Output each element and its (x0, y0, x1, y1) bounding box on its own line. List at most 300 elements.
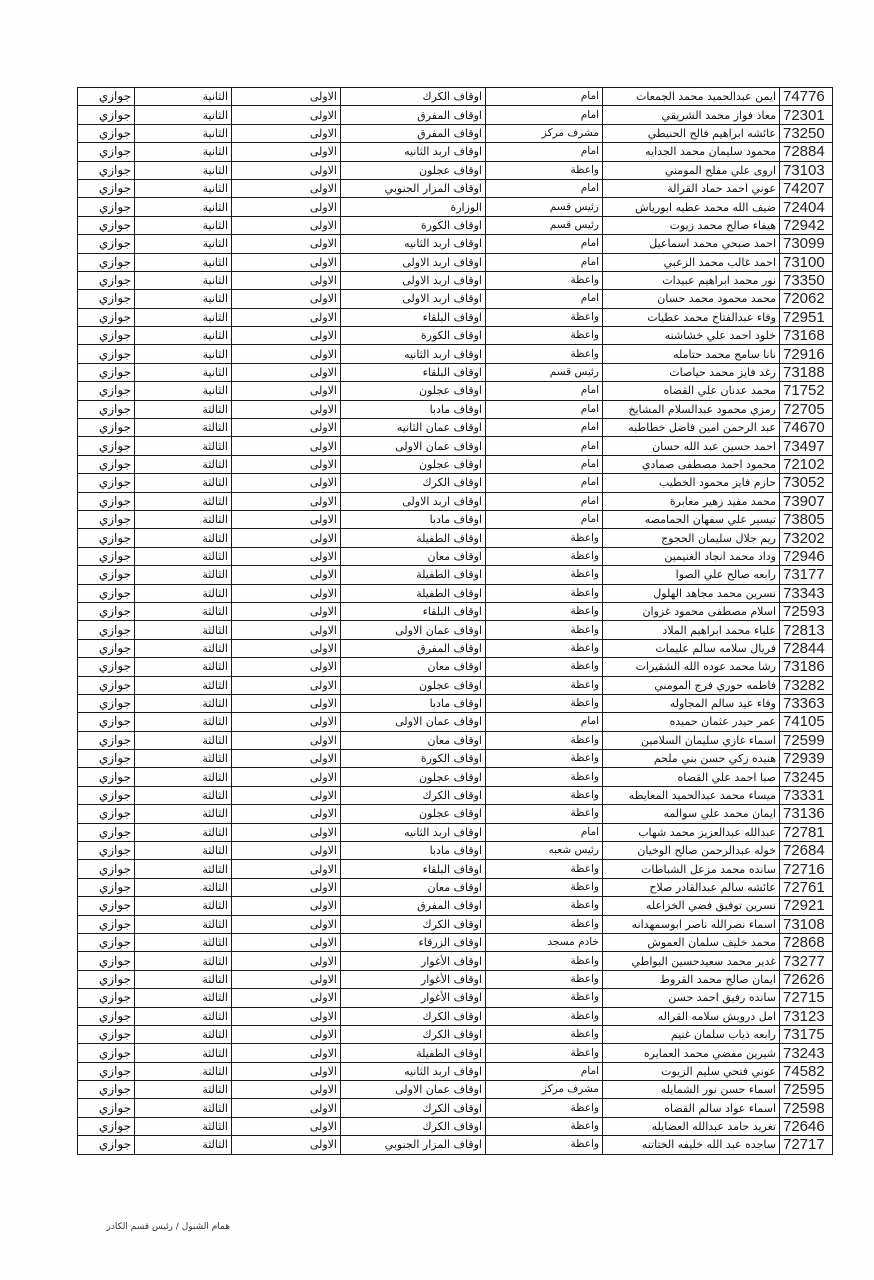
job-title-cell: امام (486, 455, 603, 473)
level-cell: الاولى (232, 1044, 341, 1062)
employee-name-cell: اسماء نصرالله ناصر ابوسمهدانه (603, 915, 780, 933)
employee-id-cell: 74776 (780, 88, 833, 106)
travel-document-cell: جوازي (78, 878, 135, 896)
table-row (78, 933, 833, 951)
employee-id-cell: 73108 (780, 915, 833, 933)
table-row (78, 161, 833, 179)
directorate-cell: اوقاف الكرك (341, 474, 486, 492)
category-cell: الثالثة (135, 455, 232, 473)
table-row (78, 658, 833, 676)
level-cell: الاولى (232, 842, 341, 860)
table-row (78, 878, 833, 896)
directorate-cell: اوقاف البلقاء (341, 602, 486, 620)
table-row (78, 970, 833, 988)
employee-id-cell: 72884 (780, 143, 833, 161)
travel-document-cell: جوازي (78, 143, 135, 161)
travel-document-cell: جوازي (78, 584, 135, 602)
directorate-cell: اوقاف عجلون (341, 455, 486, 473)
table-row (78, 253, 833, 271)
directorate-cell: اوقاف مادبا (341, 694, 486, 712)
employee-name-cell: نسرين محمد مجاهد الهلول (603, 584, 780, 602)
employee-name-cell: امل درويش سلامه القراله (603, 1007, 780, 1025)
table-row (78, 88, 833, 106)
job-title-cell: واعظة (486, 566, 603, 584)
table-row (78, 1007, 833, 1025)
employee-name-cell: سانده محمد مزعل الشباطات (603, 860, 780, 878)
employee-name-cell: محمود سليمان محمد الجدايه (603, 143, 780, 161)
table-row (78, 860, 833, 878)
category-cell: الثانية (135, 253, 232, 271)
employee-name-cell: احمد حسين عبد الله حسان (603, 437, 780, 455)
job-title-cell: امام (486, 400, 603, 418)
employee-name-cell: رشا محمد عوده الله الشقيرات (603, 658, 780, 676)
job-title-cell: امام (486, 437, 603, 455)
employee-name-cell: ايمن عبدالحميد محمد الجمعات (603, 88, 780, 106)
employee-id-cell: 72951 (780, 308, 833, 326)
job-title-cell: واعظة (486, 327, 603, 345)
travel-document-cell: جوازي (78, 1099, 135, 1117)
category-cell: الثانية (135, 106, 232, 124)
directorate-cell: اوقاف الطفيلة (341, 1044, 486, 1062)
level-cell: الاولى (232, 1007, 341, 1025)
level-cell: الاولى (232, 768, 341, 786)
employee-id-cell: 72946 (780, 547, 833, 565)
employee-id-cell: 73052 (780, 474, 833, 492)
table-row (78, 400, 833, 418)
table-row (78, 437, 833, 455)
category-cell: الثالثة (135, 602, 232, 620)
table-row (78, 1099, 833, 1117)
employee-id-cell: 72595 (780, 1081, 833, 1099)
category-cell: الثالثة (135, 547, 232, 565)
level-cell: الاولى (232, 933, 341, 951)
job-title-cell: واعظة (486, 1007, 603, 1025)
job-title-cell: امام (486, 106, 603, 124)
travel-document-cell: جوازي (78, 382, 135, 400)
job-title-cell: امام (486, 253, 603, 271)
level-cell: الاولى (232, 124, 341, 142)
level-cell: الاولى (232, 106, 341, 124)
job-title-cell: واعظة (486, 915, 603, 933)
job-title-cell: واعظة (486, 952, 603, 970)
directorate-cell: اوقاف مادبا (341, 842, 486, 860)
travel-document-cell: جوازي (78, 1025, 135, 1043)
table-row (78, 713, 833, 731)
table-row (78, 198, 833, 216)
employee-id-cell: 73907 (780, 492, 833, 510)
employee-id-cell: 72705 (780, 400, 833, 418)
table-row (78, 474, 833, 492)
travel-document-cell: جوازي (78, 1044, 135, 1062)
directorate-cell: اوقاف المفرق (341, 124, 486, 142)
category-cell: الثانية (135, 345, 232, 363)
directorate-cell: اوقاف الكرك (341, 1117, 486, 1135)
level-cell: الاولى (232, 198, 341, 216)
employee-id-cell: 73250 (780, 124, 833, 142)
job-title-cell: واعظة (486, 805, 603, 823)
category-cell: الثالثة (135, 510, 232, 528)
job-title-cell: امام (486, 179, 603, 197)
travel-document-cell: جوازي (78, 400, 135, 418)
level-cell: الاولى (232, 437, 341, 455)
level-cell: الاولى (232, 970, 341, 988)
category-cell: الثالثة (135, 970, 232, 988)
employee-name-cell: معاذ فواز محمد الشريقي (603, 106, 780, 124)
job-title-cell: امام (486, 492, 603, 510)
level-cell: الاولى (232, 1025, 341, 1043)
level-cell: الاولى (232, 161, 341, 179)
job-title-cell: واعظة (486, 989, 603, 1007)
employee-id-cell: 72868 (780, 933, 833, 951)
table-row (78, 823, 833, 841)
job-title-cell: امام (486, 713, 603, 731)
directorate-cell: الوزارة (341, 198, 486, 216)
employee-name-cell: شيرين مفضي محمد العمايره (603, 1044, 780, 1062)
category-cell: الثالثة (135, 897, 232, 915)
level-cell: الاولى (232, 639, 341, 657)
directorate-cell: اوقاف الكورة (341, 327, 486, 345)
level-cell: الاولى (232, 915, 341, 933)
employee-id-cell: 72717 (780, 1136, 833, 1154)
employee-id-cell: 73099 (780, 235, 833, 253)
category-cell: الثالثة (135, 805, 232, 823)
employee-name-cell: ريم جلال سليمان الحجوج (603, 529, 780, 547)
employee-id-cell: 72062 (780, 290, 833, 308)
table-row (78, 768, 833, 786)
employee-id-cell: 71752 (780, 382, 833, 400)
table-row (78, 584, 833, 602)
travel-document-cell: جوازي (78, 694, 135, 712)
directorate-cell: اوقاف مادبا (341, 510, 486, 528)
job-title-cell: واعظة (486, 271, 603, 289)
travel-document-cell: جوازي (78, 363, 135, 381)
directorate-cell: اوقاف مادبا (341, 400, 486, 418)
travel-document-cell: جوازي (78, 731, 135, 749)
level-cell: الاولى (232, 823, 341, 841)
table-row (78, 1117, 833, 1135)
level-cell: الاولى (232, 805, 341, 823)
job-title-cell: واعظة (486, 1136, 603, 1154)
level-cell: الاولى (232, 786, 341, 804)
employee-id-cell: 72646 (780, 1117, 833, 1135)
job-title-cell: رئيس قسم (486, 363, 603, 381)
category-cell: الثالثة (135, 1062, 232, 1080)
level-cell: الاولى (232, 88, 341, 106)
job-title-cell: واعظة (486, 1044, 603, 1062)
job-title-cell: خادم مسجد (486, 933, 603, 951)
table-row (78, 106, 833, 124)
travel-document-cell: جوازي (78, 1007, 135, 1025)
category-cell: الثالثة (135, 952, 232, 970)
employee-name-cell: عبد الرحمن امين فاضل خطاطبه (603, 419, 780, 437)
employee-name-cell: فريال سلامه سالم عليمات (603, 639, 780, 657)
employee-name-cell: ضيف الله محمد عطيه ابورياش (603, 198, 780, 216)
employee-id-cell: 73245 (780, 768, 833, 786)
job-title-cell: امام (486, 474, 603, 492)
table-row (78, 786, 833, 804)
employee-name-cell: عبدالله عبدالعزيز محمد شهاب (603, 823, 780, 841)
employee-name-cell: محمد مفيد زهير معابرة (603, 492, 780, 510)
table-row (78, 952, 833, 970)
level-cell: الاولى (232, 271, 341, 289)
table-row (78, 510, 833, 528)
table-row (78, 143, 833, 161)
level-cell: الاولى (232, 547, 341, 565)
level-cell: الاولى (232, 529, 341, 547)
directorate-cell: اوقاف اربد الثانيه (341, 143, 486, 161)
employee-id-cell: 72102 (780, 455, 833, 473)
level-cell: الاولى (232, 1062, 341, 1080)
travel-document-cell: جوازي (78, 639, 135, 657)
table-row (78, 492, 833, 510)
table-row (78, 694, 833, 712)
directorate-cell: اوقاف معان (341, 731, 486, 749)
travel-document-cell: جوازي (78, 750, 135, 768)
travel-document-cell: جوازي (78, 897, 135, 915)
table-row (78, 1044, 833, 1062)
job-title-cell: امام (486, 235, 603, 253)
table-row (78, 382, 833, 400)
table-body (78, 88, 833, 1155)
employee-name-cell: وداد محمد انجاد الغنيمين (603, 547, 780, 565)
directorate-cell: اوقاف المفرق (341, 106, 486, 124)
level-cell: الاولى (232, 327, 341, 345)
employee-name-cell: عائشه ابراهيم فالح الحنيطي (603, 124, 780, 142)
employee-id-cell: 73136 (780, 805, 833, 823)
category-cell: الثالثة (135, 860, 232, 878)
directorate-cell: اوقاف عجلون (341, 382, 486, 400)
travel-document-cell: جوازي (78, 161, 135, 179)
employee-name-cell: علياء محمد ابراهيم الملاد (603, 621, 780, 639)
table-row (78, 602, 833, 620)
employee-id-cell: 72921 (780, 897, 833, 915)
level-cell: الاولى (232, 676, 341, 694)
table-row (78, 842, 833, 860)
travel-document-cell: جوازي (78, 860, 135, 878)
category-cell: الثالثة (135, 621, 232, 639)
employee-id-cell: 72781 (780, 823, 833, 841)
level-cell: الاولى (232, 750, 341, 768)
table-row (78, 1025, 833, 1043)
footer-signature: همام الشبول / رئيس قسم الكادر (106, 1222, 230, 1232)
level-cell: الاولى (232, 584, 341, 602)
job-title-cell: واعظة (486, 676, 603, 694)
directorate-cell: اوقاف معان (341, 878, 486, 896)
level-cell: الاولى (232, 989, 341, 1007)
directorate-cell: اوقاف عجلون (341, 161, 486, 179)
job-title-cell: رئيس قسم (486, 216, 603, 234)
employee-name-cell: رابعه ذياب سلمان غنيم (603, 1025, 780, 1043)
category-cell: الثالثة (135, 731, 232, 749)
job-title-cell: واعظة (486, 529, 603, 547)
category-cell: الثالثة (135, 1081, 232, 1099)
employee-name-cell: وفاء عيد سالم المجاوله (603, 694, 780, 712)
category-cell: الثالثة (135, 658, 232, 676)
directorate-cell: اوقاف اربد الاولى (341, 271, 486, 289)
level-cell: الاولى (232, 216, 341, 234)
job-title-cell: امام (486, 290, 603, 308)
employee-name-cell: نانا سامح محمد حتامله (603, 345, 780, 363)
employee-id-cell: 72844 (780, 639, 833, 657)
level-cell: الاولى (232, 400, 341, 418)
category-cell: الثانية (135, 88, 232, 106)
directorate-cell: اوقاف معان (341, 547, 486, 565)
directorate-cell: اوقاف الكرك (341, 88, 486, 106)
job-title-cell: واعظة (486, 1025, 603, 1043)
level-cell: الاولى (232, 952, 341, 970)
travel-document-cell: جوازي (78, 216, 135, 234)
employee-id-cell: 72916 (780, 345, 833, 363)
job-title-cell: واعظة (486, 731, 603, 749)
category-cell: الثالثة (135, 989, 232, 1007)
level-cell: الاولى (232, 731, 341, 749)
travel-document-cell: جوازي (78, 1062, 135, 1080)
table-row (78, 327, 833, 345)
job-title-cell: واعظة (486, 547, 603, 565)
employee-id-cell: 72404 (780, 198, 833, 216)
table-row (78, 731, 833, 749)
employee-id-cell: 73123 (780, 1007, 833, 1025)
travel-document-cell: جوازي (78, 713, 135, 731)
category-cell: الثالثة (135, 878, 232, 896)
directorate-cell: اوقاف عمان الثانيه (341, 419, 486, 437)
travel-document-cell: جوازي (78, 271, 135, 289)
category-cell: الثالثة (135, 400, 232, 418)
level-cell: الاولى (232, 492, 341, 510)
directorate-cell: اوقاف عمان الاولى (341, 1081, 486, 1099)
category-cell: الثانية (135, 290, 232, 308)
travel-document-cell: جوازي (78, 933, 135, 951)
directorate-cell: اوقاف الكورة (341, 216, 486, 234)
job-title-cell: امام (486, 382, 603, 400)
level-cell: الاولى (232, 1099, 341, 1117)
employee-id-cell: 73331 (780, 786, 833, 804)
travel-document-cell: جوازي (78, 823, 135, 841)
directorate-cell: اوقاف المفرق (341, 897, 486, 915)
level-cell: الاولى (232, 602, 341, 620)
directorate-cell: اوقاف اربد الاولى (341, 290, 486, 308)
job-title-cell: واعظة (486, 658, 603, 676)
employee-id-cell: 72716 (780, 860, 833, 878)
employee-id-cell: 74670 (780, 419, 833, 437)
employee-id-cell: 74582 (780, 1062, 833, 1080)
employee-id-cell: 73243 (780, 1044, 833, 1062)
table-row (78, 308, 833, 326)
employee-name-cell: عوني احمد حماد القرالة (603, 179, 780, 197)
employee-id-cell: 73350 (780, 271, 833, 289)
category-cell: الثانية (135, 363, 232, 381)
travel-document-cell: جوازي (78, 842, 135, 860)
category-cell: الثانية (135, 308, 232, 326)
category-cell: الثالثة (135, 768, 232, 786)
level-cell: الاولى (232, 1117, 341, 1135)
table-row (78, 455, 833, 473)
employee-id-cell: 73100 (780, 253, 833, 271)
category-cell: الثالثة (135, 933, 232, 951)
table-row (78, 639, 833, 657)
job-title-cell: واعظة (486, 308, 603, 326)
job-title-cell: واعظة (486, 161, 603, 179)
level-cell: الاولى (232, 1081, 341, 1099)
travel-document-cell: جوازي (78, 547, 135, 565)
employee-name-cell: اسماء عواد سالم القضاه (603, 1099, 780, 1117)
employee-id-cell: 72301 (780, 106, 833, 124)
travel-document-cell: جوازي (78, 474, 135, 492)
level-cell: الاولى (232, 860, 341, 878)
table-row (78, 419, 833, 437)
travel-document-cell: جوازي (78, 88, 135, 106)
table-row (78, 290, 833, 308)
level-cell: الاولى (232, 253, 341, 271)
category-cell: الثانية (135, 327, 232, 345)
job-title-cell: امام (486, 510, 603, 528)
directorate-cell: اوقاف البلقاء (341, 860, 486, 878)
employee-name-cell: ايمان صالح محمد القروط (603, 970, 780, 988)
employee-name-cell: اسماء غازي سليمان السلامين (603, 731, 780, 749)
category-cell: الثالثة (135, 713, 232, 731)
directorate-cell: اوقاف الكورة (341, 750, 486, 768)
employee-id-cell: 72598 (780, 1099, 833, 1117)
category-cell: الثانية (135, 179, 232, 197)
employee-id-cell: 73103 (780, 161, 833, 179)
directorate-cell: اوقاف اربد الاولى (341, 253, 486, 271)
category-cell: الثانية (135, 216, 232, 234)
employee-name-cell: غدير محمد سعيدحسين البواطي (603, 952, 780, 970)
directorate-cell: اوقاف الطفيلة (341, 566, 486, 584)
travel-document-cell: جوازي (78, 492, 135, 510)
job-title-cell: واعظة (486, 621, 603, 639)
employee-name-cell: محمد عدنان علي القضاه (603, 382, 780, 400)
job-title-cell: امام (486, 88, 603, 106)
job-title-cell: امام (486, 1062, 603, 1080)
employee-id-cell: 72684 (780, 842, 833, 860)
category-cell: الثالثة (135, 1025, 232, 1043)
job-title-cell: واعظة (486, 584, 603, 602)
directorate-cell: اوقاف معان (341, 658, 486, 676)
table-row (78, 566, 833, 584)
employee-name-cell: اسلام مصطفى محمود غزوان (603, 602, 780, 620)
directorate-cell: اوقاف الأغوار (341, 952, 486, 970)
level-cell: الاولى (232, 1136, 341, 1154)
directorate-cell: اوقاف الأغوار (341, 989, 486, 1007)
table-row (78, 529, 833, 547)
directorate-cell: اوقاف البلقاء (341, 308, 486, 326)
level-cell: الاولى (232, 510, 341, 528)
table-row (78, 621, 833, 639)
directorate-cell: اوقاف عمان الاولى (341, 713, 486, 731)
employee-id-cell: 73175 (780, 1025, 833, 1043)
travel-document-cell: جوازي (78, 437, 135, 455)
table-row (78, 363, 833, 381)
category-cell: الثالثة (135, 1136, 232, 1154)
employee-name-cell: تغريد حامد عبدالله العضايله (603, 1117, 780, 1135)
category-cell: الثالثة (135, 639, 232, 657)
directorate-cell: اوقاف البلقاء (341, 363, 486, 381)
category-cell: الثالثة (135, 529, 232, 547)
directorate-cell: اوقاف اربد الثانيه (341, 235, 486, 253)
level-cell: الاولى (232, 419, 341, 437)
level-cell: الاولى (232, 345, 341, 363)
category-cell: الثالثة (135, 823, 232, 841)
employee-name-cell: رغد فايز محمد حياصات (603, 363, 780, 381)
travel-document-cell: جوازي (78, 253, 135, 271)
job-title-cell: رئيس قسم (486, 198, 603, 216)
level-cell: الاولى (232, 621, 341, 639)
employee-id-cell: 73805 (780, 510, 833, 528)
employee-id-cell: 72939 (780, 750, 833, 768)
employee-id-cell: 73188 (780, 363, 833, 381)
category-cell: الثانية (135, 124, 232, 142)
